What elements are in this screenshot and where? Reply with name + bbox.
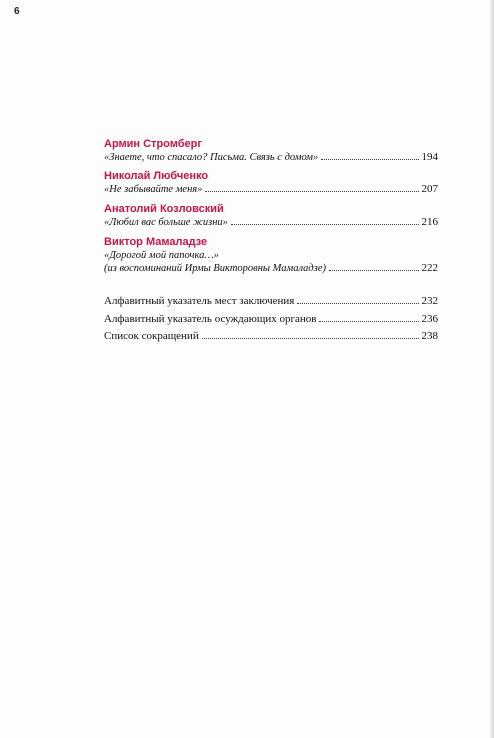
toc-title: «Знаете, что спасало? Письма. Связь с домом»	[104, 152, 319, 163]
toc-appendix-label: Список сокращений	[104, 330, 199, 342]
toc-title-line[interactable]	[104, 151, 438, 164]
toc-title: «Не забывайте меня»	[104, 184, 203, 195]
toc-appendix-line[interactable]	[104, 312, 438, 326]
toc-page-number: 216	[421, 216, 438, 228]
dot-leader	[205, 191, 418, 192]
toc-title-line[interactable]	[104, 183, 438, 196]
toc-entry	[104, 236, 438, 275]
dot-leader	[231, 224, 419, 225]
toc-author: Армин Стромберг	[104, 138, 202, 150]
toc-page-number: 238	[421, 330, 438, 342]
toc-entry	[104, 138, 438, 164]
toc-entry	[104, 170, 438, 196]
page-number: 6	[14, 6, 20, 17]
toc-author: Виктор Мамаладзе	[104, 236, 208, 248]
dot-leader	[329, 270, 419, 271]
toc-title: «Дорогой мой папочка…»	[104, 250, 219, 261]
toc-title-continuation: (из воспоминаний Ирмы Викторовны Мамаладзе)	[104, 263, 326, 274]
toc-appendix-line[interactable]	[104, 294, 438, 308]
toc-title-line[interactable]	[104, 216, 438, 229]
toc-title-line[interactable]	[104, 249, 438, 262]
toc-appendix-label: Алфавитный указатель осуждающих органов	[104, 313, 317, 325]
toc-page-number: 194	[421, 151, 438, 163]
toc-author: Николай Любченко	[104, 170, 209, 182]
toc-title-line[interactable]	[104, 262, 438, 275]
toc-title: «Любил вас больше жизни»	[104, 217, 228, 228]
dot-leader	[321, 159, 418, 160]
toc-page-number: 222	[421, 262, 438, 274]
toc-appendix-label: Алфавитный указатель мест заключения	[104, 295, 295, 307]
toc-appendix-line[interactable]	[104, 329, 438, 343]
dot-leader	[202, 338, 419, 339]
toc-author: Анатолий Козловский	[104, 203, 224, 215]
dot-leader	[319, 321, 418, 322]
toc-page-number: 207	[421, 183, 438, 195]
toc-entry	[104, 203, 438, 229]
toc-page-number: 232	[421, 295, 438, 307]
toc-page-number: 236	[421, 313, 438, 325]
dot-leader	[297, 303, 418, 304]
